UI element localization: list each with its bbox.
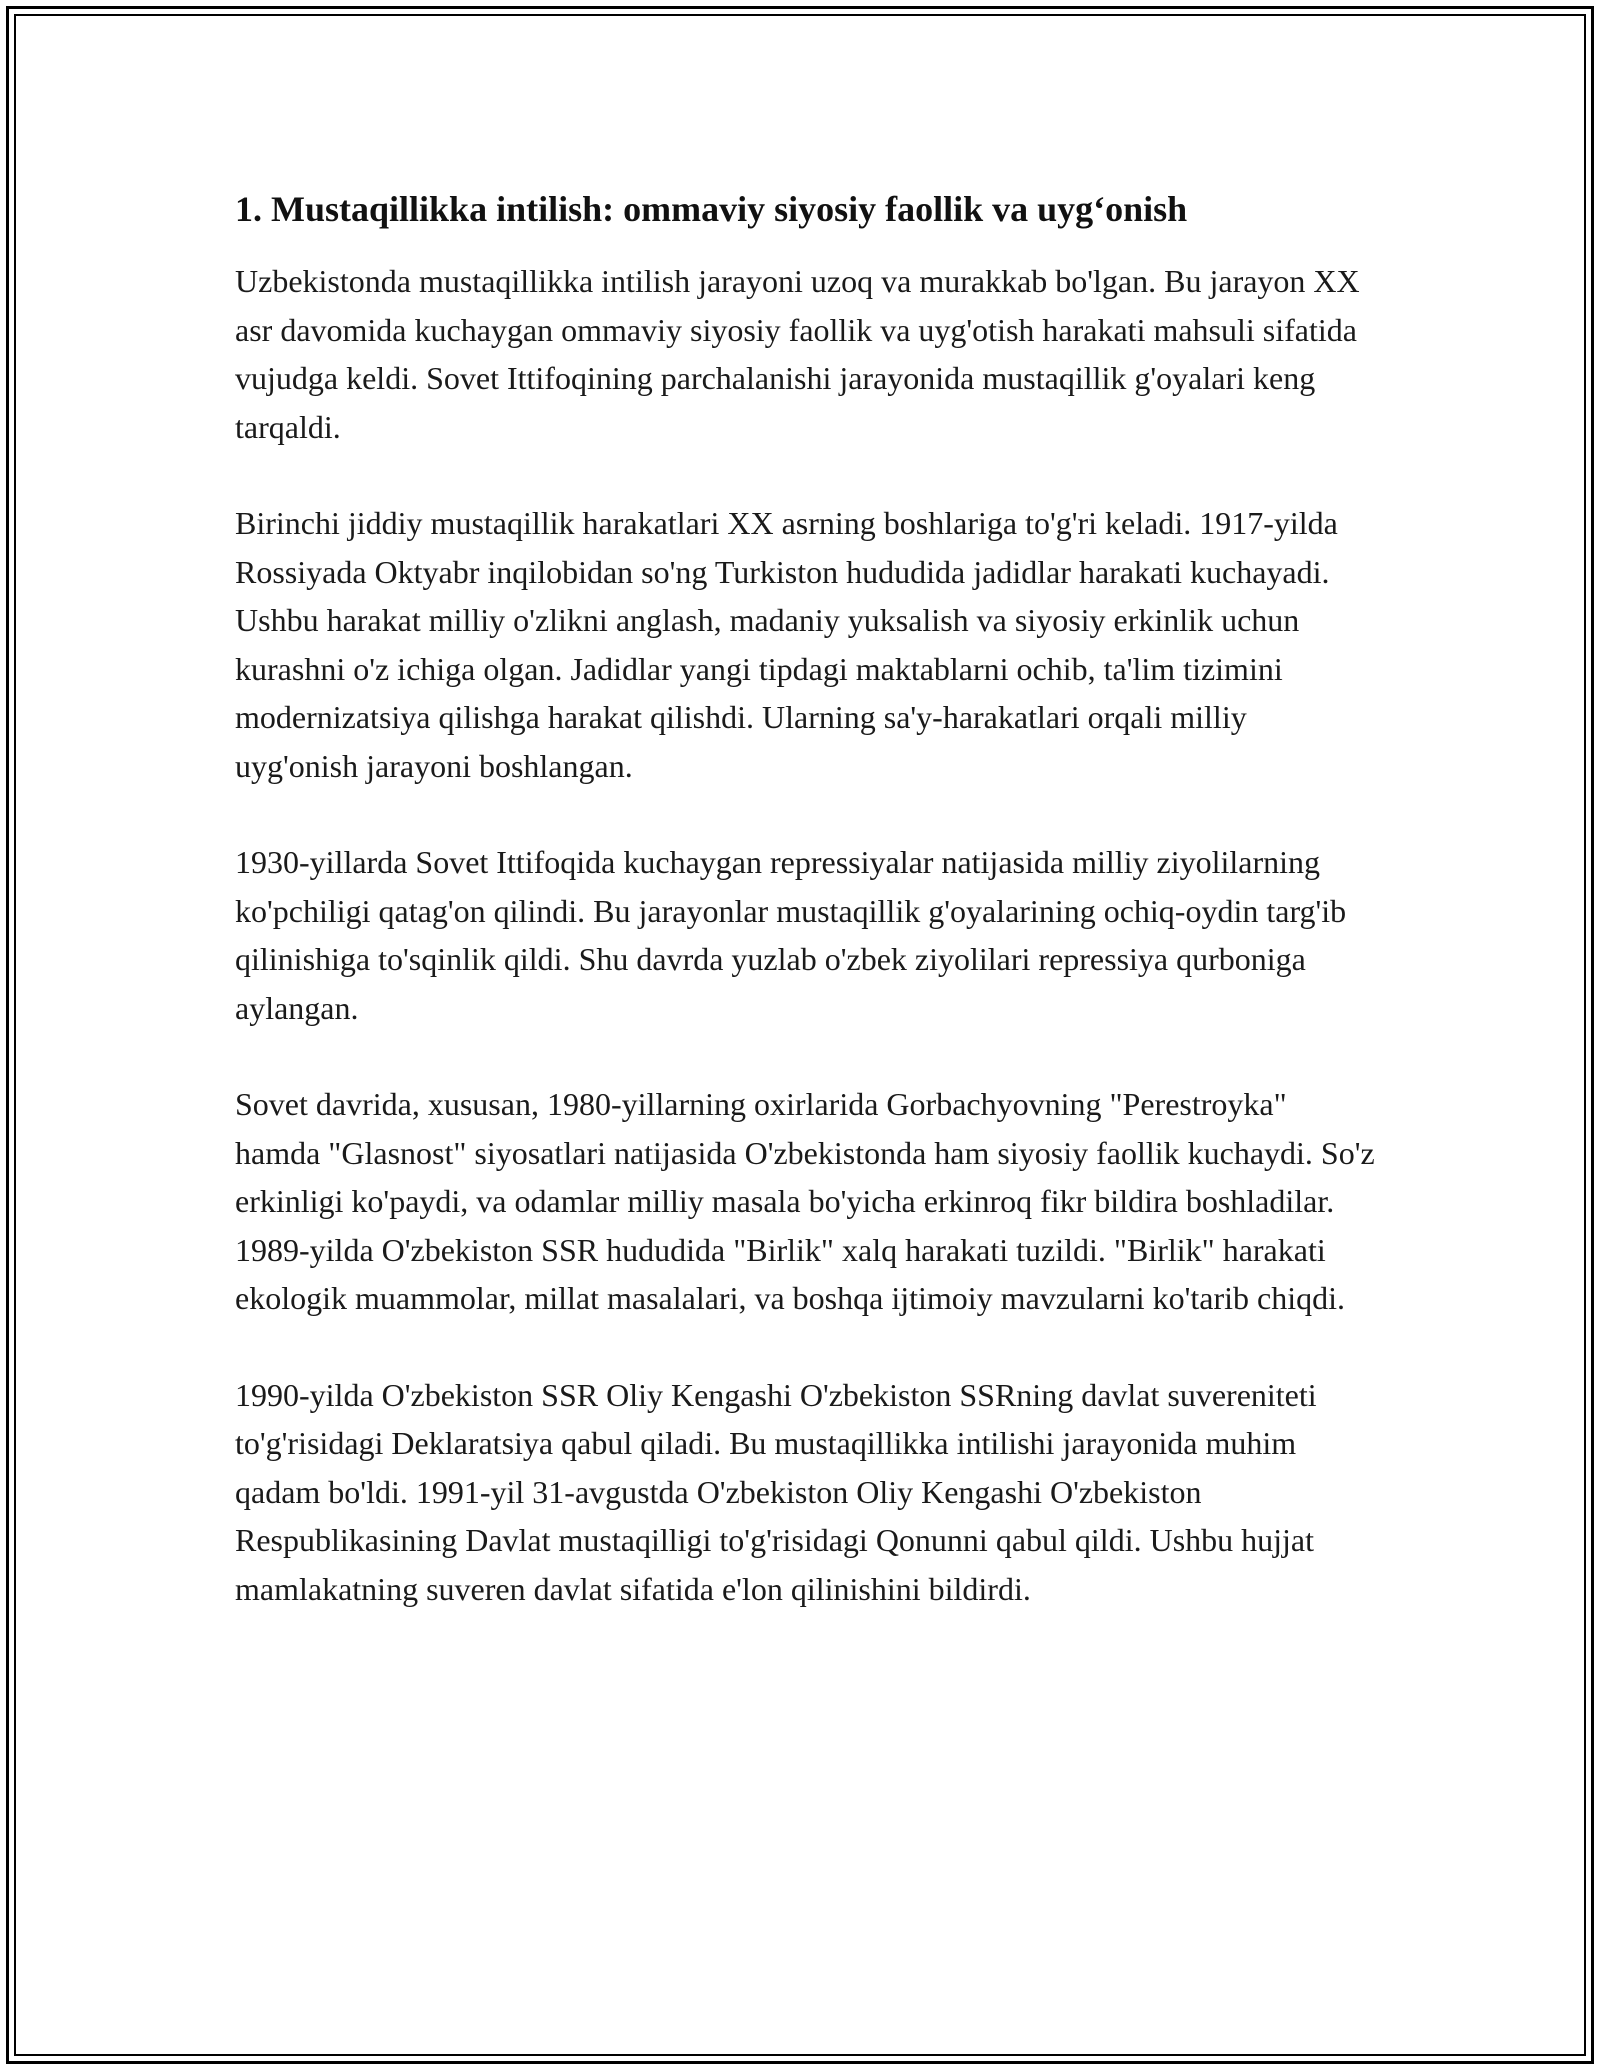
paragraph-2: Birinchi jiddiy mustaqillik harakatlari XX asrning boshlariga to'g'ri keladi. 1917-yilda Rossiyada Oktyabr inqilobidan so'ng Turkiston hududida jadidlar harakati kuchayadi. Ushbu harakat milliy o'zlikni anglash, madaniy yuksalish va siyosiy erkinlik uchun kurashni o'z ichiga olgan. Jadidlar yangi tipdagi maktablarni ochib, ta'lim tizimini modernizatsiya qilishga harakat qilishdi. Ularning sa'y-harakatlari orqali milliy uyg'onish jarayoni boshlangan. (235, 505, 1338, 784)
paragraph-5: 1990-yilda O'zbekiston SSR Oliy Kengashi O'zbekiston SSRning davlat suvereniteti to'g'risidagi Deklaratsiya qabul qiladi. Bu mustaqillikka intilishi jarayonida muhim qadam bo'ldi. 1991-yil 31-avgustda O'zbekiston Oliy Kengashi O'zbekiston Respublikasining Davlat mustaqilligi to'g'risidagi Qonunni qabul qildi. Ushbu hujjat mamlakatning suveren davlat sifatida e'lon qilinishini bildirdi. (235, 1376, 1317, 1607)
paragraph-3: 1930-yillarda Sovet Ittifoqida kuchaygan repressiyalar natijasida milliy ziyolilarning ko'pchiligi qatag'on qilindi. Bu jarayonlar mustaqillik g'oyalarining ochiq-oydin targ'ib qilinishiga to'sqinlik qildi. Shu davrda yuzlab o'zbek ziyolilari repressiya qurboniga aylangan. (235, 844, 1347, 1026)
document-body (235, 185, 1375, 1661)
paragraph-4: Sovet davrida, xususan, 1980-yillarning oxirlarida Gorbachyovning "Perestroyka" hamda "Glasnost" siyosatlari natijasida O'zbekistonda ham siyosiy faollik kuchaydi. So'z erkinligi ko'paydi, va odamlar milliy masala bo'yicha erkinroq fikr bildira boshladilar. 1989-yilda O'zbekiston SSR hududida "Birlik" xalq harakati tuzildi. "Birlik" harakati ekologik muammolar, millat masalalari, va boshqa ijtimoiy mavzularni ko'tarib chiqdi. (235, 1086, 1375, 1316)
paragraph-1: Uzbekistonda mustaqillikka intilish jarayoni uzoq va murakkab bo'lgan. Bu jarayon XX asr davomida kuchaygan ommaviy siyosiy faollik va uyg'otish harakati mahsuli sifatida vujudga keldi. Sovet Ittifoqining parchalanishi jarayonida mustaqillik g'oyalari keng tarqaldi. (235, 263, 1360, 445)
section-title: 1. Mustaqillikka intilish: ommaviy siyosiy faollik va uyg‘onish (235, 189, 1188, 229)
